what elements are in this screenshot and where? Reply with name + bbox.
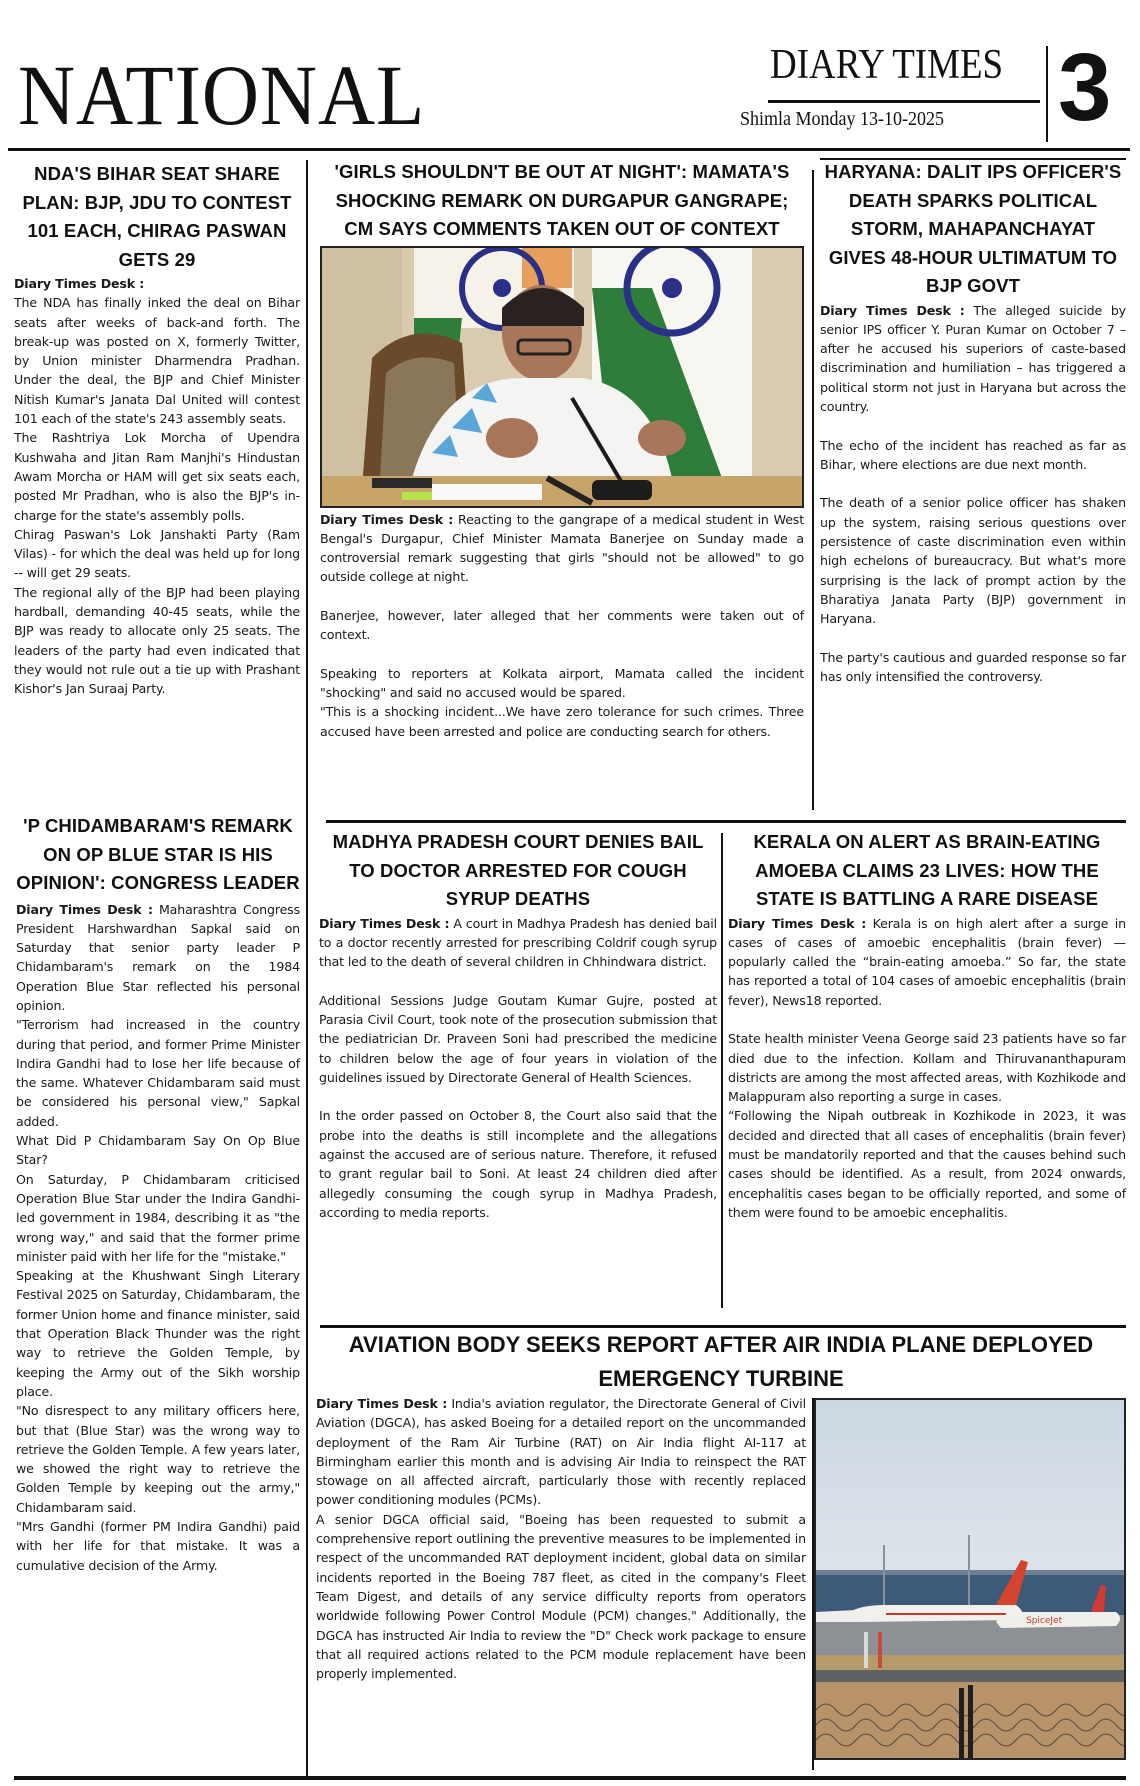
- article-haryana: [820, 158, 1126, 686]
- paragraph: “Following the Nipah outbreak in Kozhikode in 2023, it was decided and directed that all cases of encephalitis (brain fever) must be mandatorily reported and that the causes behind such cases should be identified. As a result, from 2024 onwards, encephalitis cases began to be officially reported, and some of them were found to be amoebic encephalitis.: [728, 1108, 1126, 1220]
- lead-text: Kerala is on high alert after a surge in cases of cases of amoebic encephalitis (brain fever) — popularly called the “brain-eating amoeba.” So far, the state has reported a total of 104 cases of amoebic encephalitis (brain fever), News18 reported.: [728, 915, 1126, 1008]
- article-body: [728, 914, 1126, 1223]
- paragraph: [16, 900, 300, 1016]
- aviation-headline[interactable]: AVIATION BODY SEEKS REPORT AFTER AIR INDIA PLANE DEPLOYED EMERGENCY TURBINE: [348, 1332, 1094, 1391]
- paragraph: In the order passed on October 8, the Court also said that the probe into the deaths is still incomplete and the allegations against the accused are of serious nature. Therefore, it refused to grant regular bail to Soni. At least 24 children died after allegedly consuming the cough syrup in Madhya Pradesh, according to media reports.: [319, 1108, 717, 1220]
- paragraph: [316, 1394, 806, 1510]
- byline: Diary Times Desk :: [820, 302, 965, 318]
- article-aviation: [316, 1394, 806, 1683]
- lead-text: India's aviation regulator, the Directorate General of Civil Aviation (DGCA), has asked Boeing for a detailed report on the uncommanded deployment of the Ram Air Turbine (RAT) on Air India flight AI-117 at Birmingham earlier this month and is advising Air India to reinspect the RAT stowage on all affected aircraft, particularly those with recently replaced power conditioning modules (PCMs).: [316, 1396, 806, 1508]
- newspaper-brand: DIARY TIMES: [770, 42, 1004, 88]
- paragraph: "Terrorism had increased in the country during that period, and former Prime Minister Indira Gandhi had to lose her life because of the same. Whatever Chidambaram said must be considered his personal view," Sapkal added.: [16, 1017, 300, 1129]
- article-headline[interactable]: 'P CHIDAMBARAM'S REMARK ON OP BLUE STAR IS HIS OPINION': CONGRESS LEADER: [16, 815, 300, 893]
- article-body: [14, 274, 300, 699]
- paragraph: [728, 914, 1126, 1010]
- middle-section-rule: [326, 820, 1126, 823]
- paragraph: Speaking at the Khushwant Singh Literary Festival 2025 on Saturday, Chidambaram, the former Union home and finance minister, said that Operation Black Thunder was the right way to retrieve the Golden Temple, by keeping the Army out of the Sikh worship place.: [16, 1268, 300, 1399]
- byline: Diary Times Desk :: [320, 511, 454, 527]
- column-divider-middle: [721, 833, 723, 1308]
- column-divider-top-right: [812, 170, 814, 810]
- byline: Diary Times Desk :: [728, 915, 867, 931]
- page-number-divider: [1046, 46, 1048, 142]
- paragraph: On Saturday, P Chidambaram criticised Operation Blue Star under the Indira Gandhi-led government in 1984, describing it as "the wrong way," and said that the former prime minister paid with her life for the "mistake.": [16, 1171, 300, 1264]
- lead-text: A court in Madhya Pradesh has denied bail to a doctor recently arrested for prescribing Coldrif cough syrup that led to the death of several children in Chhindwara district.: [319, 915, 717, 970]
- paragraph: "Mrs Gandhi (former PM Indira Gandhi) paid with her life for that mistake. It was a cumulative decision of the Army.: [16, 1519, 300, 1573]
- lead-text: Maharashtra Congress President Harshwardhan Sapkal said on Saturday that senior party leader P Chidambaram's remark on the 1984 Operation Blue Star reflected his personal opinion.: [16, 901, 300, 1013]
- subheading: What Did P Chidambaram Say On Op Blue Star?: [16, 1133, 300, 1168]
- airport-aircraft-image: [816, 1400, 1124, 1758]
- brand-underline: [768, 100, 1040, 103]
- paragraph: The party's cautious and guarded response so far has only intensified the controversy.: [820, 649, 1126, 685]
- byline: Diary Times Desk :: [316, 1396, 448, 1411]
- article-headline[interactable]: NDA'S BIHAR SEAT SHARE PLAN: BJP, JDU TO CONTEST 101 EACH, CHIRAG PASWAN GETS 29: [22, 163, 292, 270]
- article-headline[interactable]: KERALA ON ALERT AS BRAIN-EATING AMOEBA CLAIMS 23 LIVES: HOW THE STATE IS BATTLING A RARE DISEASE: [753, 831, 1101, 909]
- article-kerala: [728, 828, 1126, 1222]
- byline: Diary Times Desk :: [16, 901, 153, 917]
- paragraph: "No disrespect to any military officers here, but that (Blue Star) was the wrong way to retrieve the Golden Temple. A few years later, we showed the right way to retrieve the Golden Temple by keeping out the army," Chidambaram said.: [16, 1403, 300, 1515]
- paragraph: The echo of the incident has reached as far as Bihar, where elections are due next month.: [820, 437, 1126, 472]
- article-body: [320, 510, 804, 742]
- paragraph: [319, 914, 717, 972]
- masthead-rule: [8, 148, 1130, 151]
- paragraph: The death of a senior police officer has shaken up the system, raising serious questions over persistence of caste discrimination even within high echelons of bureaucracy. But what's more surprising is the lack of prompt action by the Bharatiya Janata Party (BJP) government in Haryana.: [820, 495, 1126, 627]
- paragraph: "This is a shocking incident...We have zero tolerance for such crimes. Three accused have been arrested and police are conducting search for others.: [320, 704, 804, 739]
- paragraph: [320, 510, 804, 587]
- paragraph: Banerjee, however, later alleged that her comments were taken out of context.: [320, 607, 804, 643]
- article-body: [319, 914, 717, 1223]
- lead-text: Reacting to the gangrape of a medical student in West Bengal's Durgapur, Chief Minister Mamata Banerjee on Sunday made a controversial remark suggesting that girls "should not be allowed" to go outside college at night.: [320, 511, 804, 585]
- press-conference-image: [322, 248, 802, 506]
- article-headline[interactable]: 'GIRLS SHOULDN'T BE OUT AT NIGHT': MAMATA'S SHOCKING REMARK ON DURGAPUR GANGRAPE; CM SAYS COMMENTS TAKEN OUT OF CONTEXT: [334, 161, 790, 239]
- article-mp-court: [319, 828, 717, 1222]
- paragraph: State health minister Veena George said 23 patients have so far died due to the infection. Kollam and Thiruvananthapuram districts are among the most affected areas, with Kozhikode and Malappuram also reporting a surge in cases.: [728, 1031, 1126, 1105]
- paragraph: A senior DGCA official said, "Boeing has been requested to submit a comprehensive report outlining the preventive measures to be implemented in respect of the uncommanded RAT deployment incident, global data on similar incidents reported in the Boeing 787 fleet, as cited in the company's Fleet Team Digest, and details of any service difficulty reports from operators worldwide following Power Control Module (PCM) changes." Additionally, the DGCA has instructed Air India to review the "D" Check work package to ensure that all required actions related to the PCM module replacement have been properly implemented.: [316, 1511, 806, 1682]
- byline: Diary Times Desk :: [14, 276, 145, 291]
- paragraph: Speaking to reporters at Kolkata airport, Mamata called the incident "shocking" and said no accused would be spared.: [320, 665, 804, 701]
- paragraph: The NDA has finally inked the deal on Bihar seats after weeks of back-and forth. The break-up was posted on X, formerly Twitter, by Union minister Dharmendra Pradhan. Under the deal, the BJP and Chief Minister Nitish Kumar's Janata Dal United will contest 101 each of the state's 243 assembly seats.: [14, 295, 300, 427]
- article-mamata: [320, 158, 804, 741]
- byline: Diary Times Desk :: [319, 915, 450, 931]
- paragraph: The regional ally of the BJP had been playing hardball, demanding 40-45 seats, while the BJP was ready to allocate only 25 seats. The leaders of the party had even indicated that they would not rule out a tie up with Prashant Kishor's Jan Suraaj Party.: [14, 584, 300, 697]
- section-title: NATIONAL: [18, 47, 426, 143]
- paragraph: [820, 301, 1126, 417]
- paragraph: Additional Sessions Judge Goutam Kumar Gujre, posted at Parasia Civil Court, took note of the prosecution submission that the pediatrician Dr. Praveen Soni had prescribed the medicine to children below the age of four years in violation of the guidelines issued by Directorate General of Health Sciences.: [319, 992, 717, 1085]
- paragraph: Chirag Paswan's Lok Janshakti Party (Ram Vilas) - for which the deal was held up for long -- will get 29 seats.: [14, 526, 300, 581]
- article-body: [820, 301, 1126, 687]
- airport-photo: [814, 1398, 1126, 1760]
- article-headline[interactable]: HARYANA: DALIT IPS OFFICER'S DEATH SPARKS POLITICAL STORM, MAHAPANCHAYAT GIVES 48-HOUR ULTIMATUM TO BJP GOVT: [824, 161, 1122, 296]
- article-bihar: [14, 160, 300, 699]
- mamata-photo: [320, 246, 804, 508]
- article-chidambaram: [16, 812, 300, 1575]
- footer-rule: [14, 1776, 1126, 1780]
- article-body: [316, 1394, 806, 1683]
- paragraph: The Rashtriya Lok Morcha of Upendra Kushwaha and Jitan Ram Manjhi's Hindustan Awam Morcha or HAM will get six seats each, posted Mr Pradhan, who is also the BJP's in-charge for the state's assembly polls.: [14, 430, 300, 523]
- page-number: 3: [1058, 34, 1112, 141]
- svg-text:SpiceJet: SpiceJet: [1026, 1616, 1063, 1626]
- column-divider-left: [306, 160, 308, 1778]
- lead-text: The alleged suicide by senior IPS officer Y. Puran Kumar on October 7 – after he accused his superiors of caste-based discrimination and humiliation – has triggered a political storm not just in Haryana but across the country.: [820, 302, 1126, 414]
- dateline: Shimla Monday 13-10-2025: [740, 108, 944, 130]
- article-headline[interactable]: MADHYA PRADESH COURT DENIES BAIL TO DOCTOR ARRESTED FOR COUGH SYRUP DEATHS: [332, 831, 704, 909]
- article-body: [16, 900, 300, 1575]
